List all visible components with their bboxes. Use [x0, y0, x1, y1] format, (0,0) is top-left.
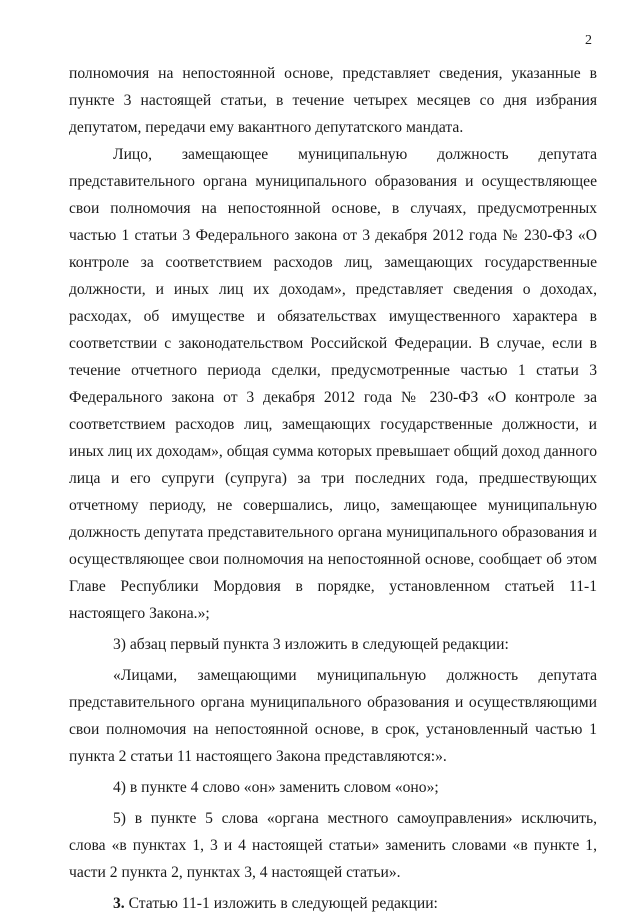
paragraph-quoted-text: «Лицами, замещающими муниципальную должность депутата представительного органа муниципального образования и осуществляющими свои полномочия на непостоянной основе, в срок, установленный частью 1 пункта 2 статьи 11 настоящего Закона представляются:».	[69, 667, 597, 765]
paragraph-item-4: 4) в пункте 4 слово «он» заменить словом «оно»;	[113, 779, 439, 796]
paragraph-item-3: 3) абзац первый пункта 3 изложить в следующей редакции:	[113, 636, 509, 653]
paragraph-item-5: 5) в пункте 5 слова «органа местного самоуправления» исключить, слова «в пунктах 1, 3 и 4 настоящей статьи» заменить словами «в пункте 1, части 2 пункта 2, пунктах 3, 4 настоящей статьи».	[69, 810, 597, 881]
paragraph-continuation: полномочия на непостоянной основе, представляет сведения, указанные в пункте 3 настоящей статьи, в течение четырех месяцев со дня избрания депутатом, передачи ему вакантного депутатского мандата.	[69, 65, 597, 136]
page-number: 2	[585, 33, 592, 48]
document-body	[69, 60, 597, 917]
article-text: Статью 11-1 изложить в следующей редакции:	[124, 895, 438, 912]
article-number: 3.	[113, 895, 125, 912]
paragraph-deputy-info: Лицо, замещающее муниципальную должность депутата представительного органа муниципального образования и осуществляющее свои полномочия на непостоянной основе, в случаях, предусмотренных частью 1 статьи 3 Федерального закона от 3 декабря 2012 года № 230-ФЗ «О контроле за соответствием расходов лиц, замещающих государственные должности, и иных лиц их доходам», представляет сведения о доходах, расходах, об имуществе и обязательствах имущественного характера в соответствии с законодательством Российской Федерации. В случае, если в течение отчетного периода сделки, предусмотренные частью 1 статьи 3 Федерального закона от 3 декабря 2012 года № 230-ФЗ «О контроле за соответствием расходов лиц, замещающих государственные должности, и иных лиц их доходам», общая сумма которых превышает общий доход данного лица и его супруги (супруга) за три последних года, предшествующих отчетному периоду, не совершались, лицо, замещающее муниципальную должность депутата представительного органа муниципального образования и осуществляющее свои полномочия на непостоянной основе, сообщает об этом Главе Республики Мордовия в порядке, установленном статьей 11-1 настоящего Закона.»;	[69, 146, 597, 622]
paragraph-article-3	[69, 890, 597, 917]
